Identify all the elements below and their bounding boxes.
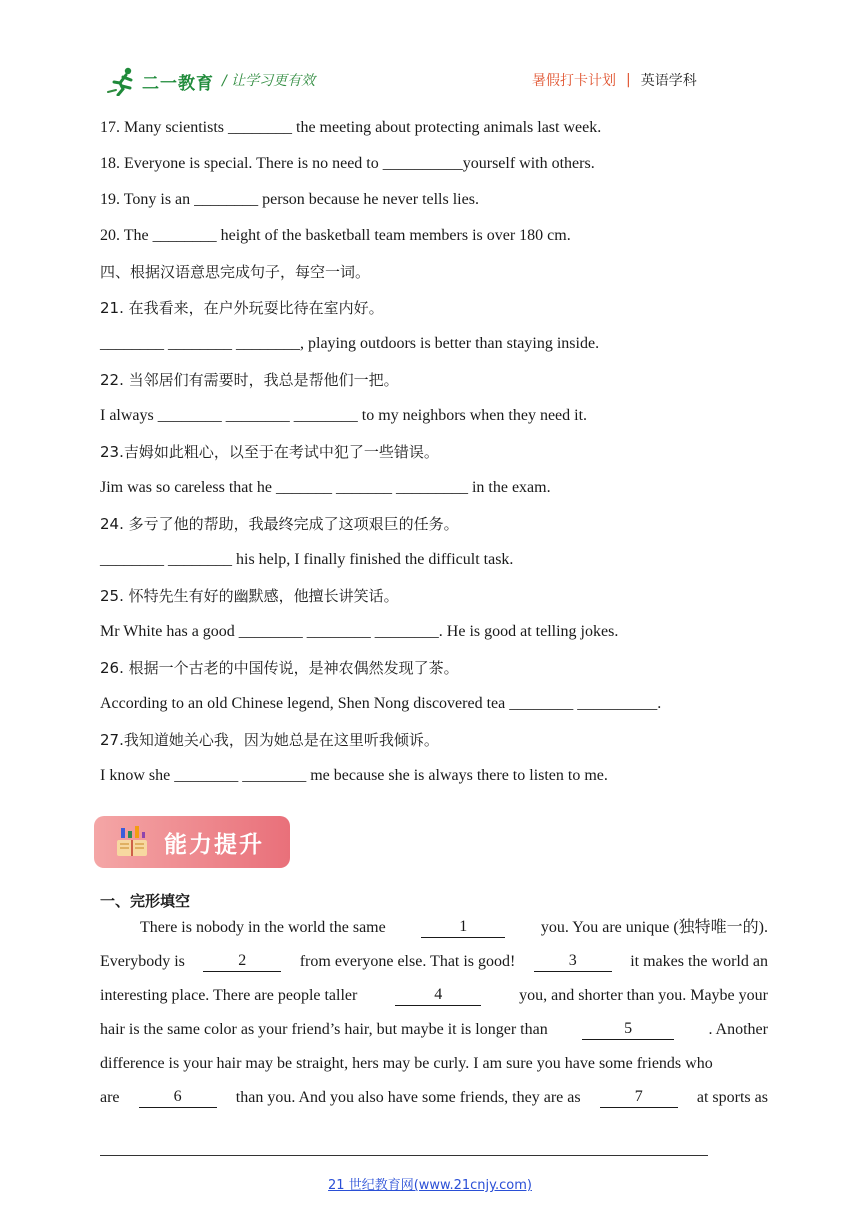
cloze-text: than you. And you also have some friends, they are as	[235, 1089, 581, 1106]
cloze-blank-4[interactable]: 4	[395, 986, 481, 1006]
subject-label: 英语学科	[640, 73, 697, 89]
question-21-english: ________ ________ ________, playing outdoors is better than staying inside.	[100, 335, 600, 352]
question-26-english: According to an old Chinese legend, Shen Nong discovered tea ________ __________.	[100, 695, 662, 712]
cloze-text: There is nobody in the world the same	[140, 919, 386, 936]
question-22-english: I always ________ ________ ________ to my neighbors when they need it.	[100, 407, 588, 424]
cloze-line-3	[100, 986, 768, 1006]
question-25-english: Mr White has a good ________ ________ ________. He is good at telling jokes.	[100, 623, 619, 640]
cloze-text: at sports as	[696, 1089, 768, 1106]
cloze-line-4	[100, 1020, 768, 1040]
slogan: / 让学习更有效	[222, 73, 316, 89]
question-27-english: I know she ________ ________ me because she is always there to listen to me.	[100, 767, 608, 784]
cloze-passage	[100, 918, 768, 1108]
question-27-chinese: 27.我知道她关心我，因为她总是在这里听我倾诉。	[100, 731, 439, 749]
cloze-blank-6[interactable]: 6	[139, 1088, 217, 1108]
cloze-blank-3[interactable]: 3	[534, 952, 612, 972]
question-25-chinese: 25. 怀特先生有好的幽默感，他擅长讲笑话。	[100, 587, 399, 605]
question-18: 18. Everyone is special. There is no need to __________yourself with others.	[100, 155, 595, 172]
question-23-english: Jim was so careless that he _______ _______ _________ in the exam.	[100, 479, 551, 496]
section-heading-4: 四、根据汉语意思完成句子，每空一词。	[100, 263, 371, 281]
cloze-text: you. You are unique (独特唯一的).	[540, 919, 768, 936]
question-23-chinese: 23.吉姆如此粗心，以至于在考试中犯了一些错误。	[100, 443, 439, 461]
cloze-text: Everybody is	[100, 953, 185, 970]
cloze-text: from everyone else. That is good!	[299, 953, 516, 970]
section-title: 一、完形填空	[100, 892, 191, 910]
header-separator: |	[626, 72, 631, 88]
cloze-line-6	[100, 1088, 768, 1108]
question-21-chinese: 21. 在我看来，在户外玩耍比待在室内好。	[100, 299, 384, 317]
cloze-text: hair is the same color as your friend’s hair, but maybe it is longer than	[100, 1021, 548, 1038]
cloze-text: interesting place. There are people taller	[100, 987, 358, 1004]
cloze-text: . Another	[708, 1021, 768, 1038]
cloze-line-2	[100, 952, 768, 972]
question-19: 19. Tony is an ________ person because he never tells lies.	[100, 191, 479, 208]
book-icon	[114, 824, 150, 860]
banner-title: 能力提升	[164, 831, 264, 858]
cloze-text: are	[100, 1089, 120, 1106]
question-20: 20. The ________ height of the basketball team members is over 180 cm.	[100, 227, 571, 244]
cloze-blank-5[interactable]: 5	[582, 1020, 674, 1040]
footer-link[interactable]: 21 世纪教育网(www.21cnjy.com)	[328, 1178, 532, 1193]
cloze-line-1	[100, 918, 768, 938]
cloze-text: it makes the world an	[630, 953, 768, 970]
running-man-icon	[106, 66, 140, 96]
question-17: 17. Many scientists ________ the meeting about protecting animals last week.	[100, 119, 602, 136]
header-right	[532, 70, 697, 90]
logo-text: 二一教育	[142, 73, 214, 94]
footer-divider	[100, 1155, 708, 1156]
cloze-line-5	[100, 1054, 768, 1074]
cloze-text: you, and shorter than you. Maybe your	[519, 987, 768, 1004]
page-header	[0, 0, 860, 100]
question-22-chinese: 22. 当邻居们有需要时，我总是帮他们一把。	[100, 371, 399, 389]
cloze-blank-1[interactable]: 1	[421, 918, 505, 938]
plan-label: 暑假打卡计划	[532, 73, 616, 89]
question-24-chinese: 24. 多亏了他的帮助，我最终完成了这项艰巨的任务。	[100, 515, 459, 533]
question-24-english: ________ ________ his help, I finally finished the difficult task.	[100, 551, 514, 568]
logo	[106, 66, 214, 96]
question-26-chinese: 26. 根据一个古老的中国传说，是神农偶然发现了茶。	[100, 659, 459, 677]
cloze-blank-7[interactable]: 7	[600, 1088, 678, 1108]
ability-banner	[94, 816, 290, 868]
cloze-text: difference is your hair may be straight, hers may be curly. I am sure you have some friends who	[100, 1055, 713, 1072]
cloze-blank-2[interactable]: 2	[203, 952, 281, 972]
